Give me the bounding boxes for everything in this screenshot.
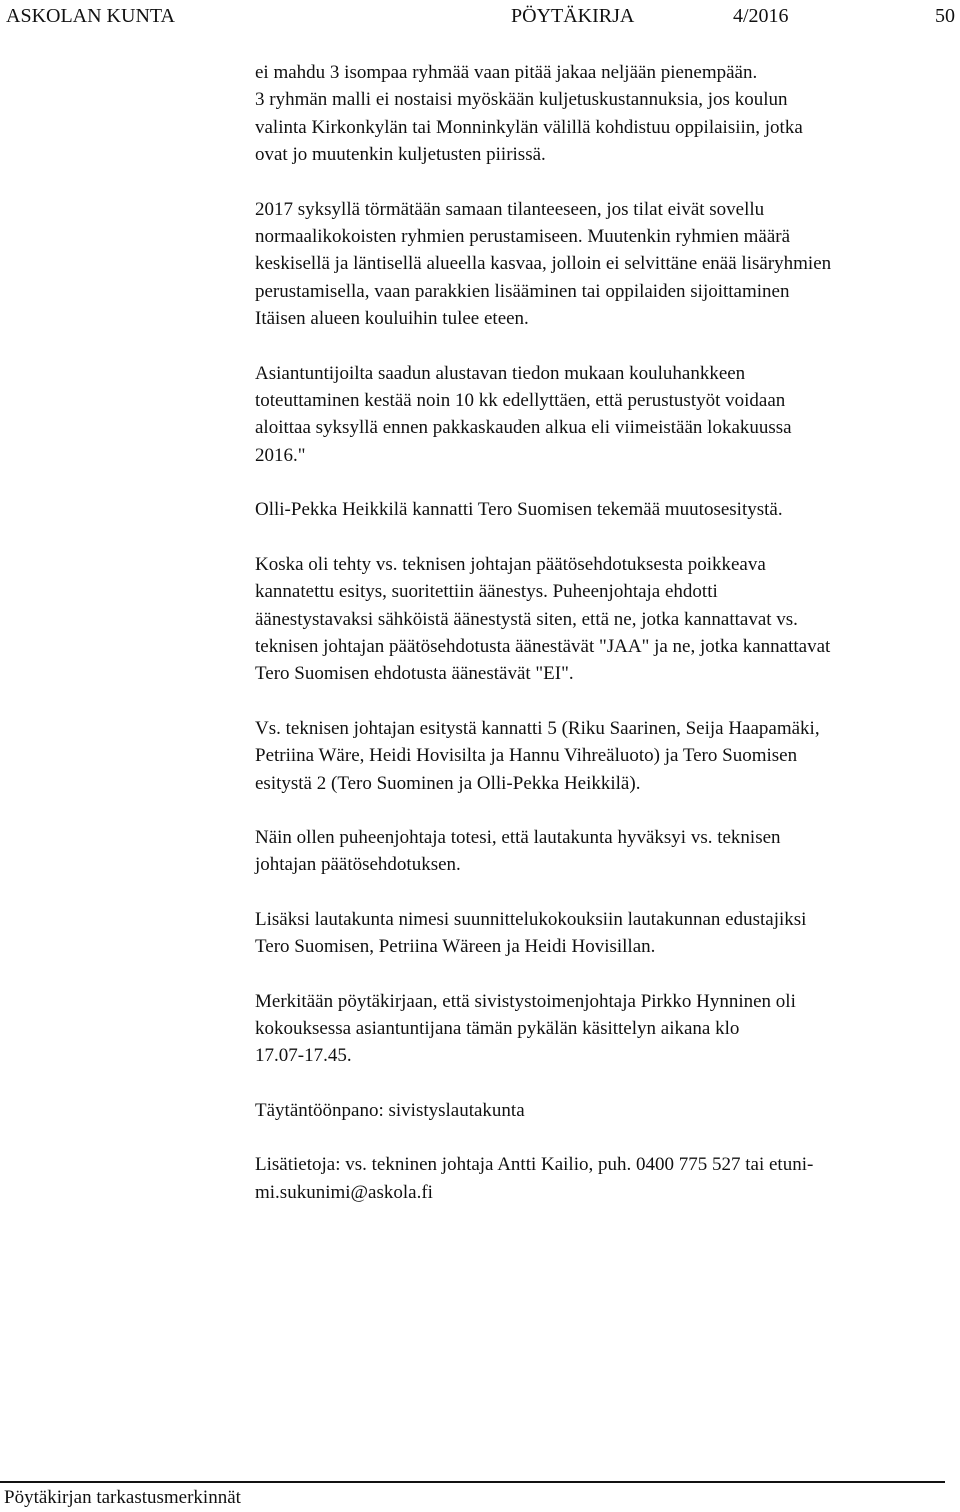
paragraph-contact-info: Lisätietoja: vs. tekninen johtaja Antti Kailio, puh. 0400 775 527 tai etuni- mi.sukunimi@askola.fi: [255, 1154, 814, 1203]
footer-divider: [0, 1481, 945, 1483]
paragraph-representatives: Lisäksi lautakunta nimesi suunnittelukokouksiin lautakunnan edustajiksi Tero Suomisen, Petriina Wäreen ja Heidi Hovisillan.: [255, 908, 807, 958]
organization-name: ASKOLAN KUNTA: [6, 5, 175, 27]
paragraph-vote: Koska oli tehty vs. teknisen johtajan päätösehdotuksesta poikkeava kannatettu esitys, suoritettiin äänestys. Puheenjohtaja ehdotti äänestystavaksi sähköistä äänestystä siten, että ne, jotka kannattavat vs. teknisen johtajan päätösehdotusta äänestävät "JAA" ja ne, jotka kannattavat Tero Suomisen ehdotusta äänestävät "EI".: [255, 553, 831, 685]
paragraph-minutes-note: Merkitään pöytäkirjaan, että sivistystoimenjohtaja Pirkko Hynninen oli kokouksessa asiantuntijana tämän pykälän käsittelyn aikana klo 17.07-17.45.: [255, 990, 796, 1067]
paragraph-expert-info: Asiantuntijoilta saadun alustavan tiedon mukaan kouluhankkeen toteuttaminen kestää noin 10 kk edellyttäen, että perustustyöt voidaan aloittaa syksyllä ennen pakkaskauden alkua eli viimeistään lokakuussa 2016.": [255, 362, 792, 466]
footer-label: Pöytäkirjan tarkastusmerkinnät: [4, 1487, 241, 1508]
paragraph-implementation: Täytäntöönpano: sivistyslautakunta: [255, 1099, 525, 1121]
paragraph-vote-result: Vs. teknisen johtajan esitystä kannatti 5 (Riku Saarinen, Seija Haapamäki, Petriina Wäre, Heidi Hovisilta ja Hannu Vihreäluoto) ja Tero Suomisen esitystä 2 (Tero Suominen ja Olli-Pekka Heikkilä).: [255, 717, 820, 794]
document-body: [255, 59, 960, 1206]
page-header: [0, 2, 960, 30]
paragraph-2017-situation: 2017 syksyllä törmätään samaan tilanteeseen, jos tilat eivät sovellu normaalikokoisten ryhmien perustamiseen. Muutenkin ryhmien määrä keskisellä ja läntisellä alueella kasvaa, jolloin ei selvittäne enää lisäryhmien perustamisella, vaan parakkien lisääminen tai oppilaiden sijoittaminen Itäisen alueen kouluihin tulee eteen.: [255, 198, 832, 330]
paragraph-transport-costs: 3 ryhmän malli ei nostaisi myöskään kuljetuskustannuksia, jos koulun valinta Kirkonkylän tai Monninkylän välillä kohdistuu oppilaisiin, jotka ovat jo muutenkin kuljetusten piirissä.: [255, 89, 803, 166]
meeting-number: 4/2016: [733, 5, 789, 27]
paragraph-group-size: ei mahdu 3 isompaa ryhmää vaan pitää jakaa neljään pienempään.: [255, 62, 758, 83]
document-type: PÖYTÄKIRJA: [511, 5, 635, 27]
paragraph-seconded-motion: Olli-Pekka Heikkilä kannatti Tero Suomisen tekemää muutosesitystä.: [255, 499, 783, 521]
paragraph-conclusion: Näin ollen puheenjohtaja totesi, että lautakunta hyväksyi vs. teknisen johtajan päätösehdotuksen.: [255, 826, 781, 876]
page-number: 50: [935, 5, 955, 27]
